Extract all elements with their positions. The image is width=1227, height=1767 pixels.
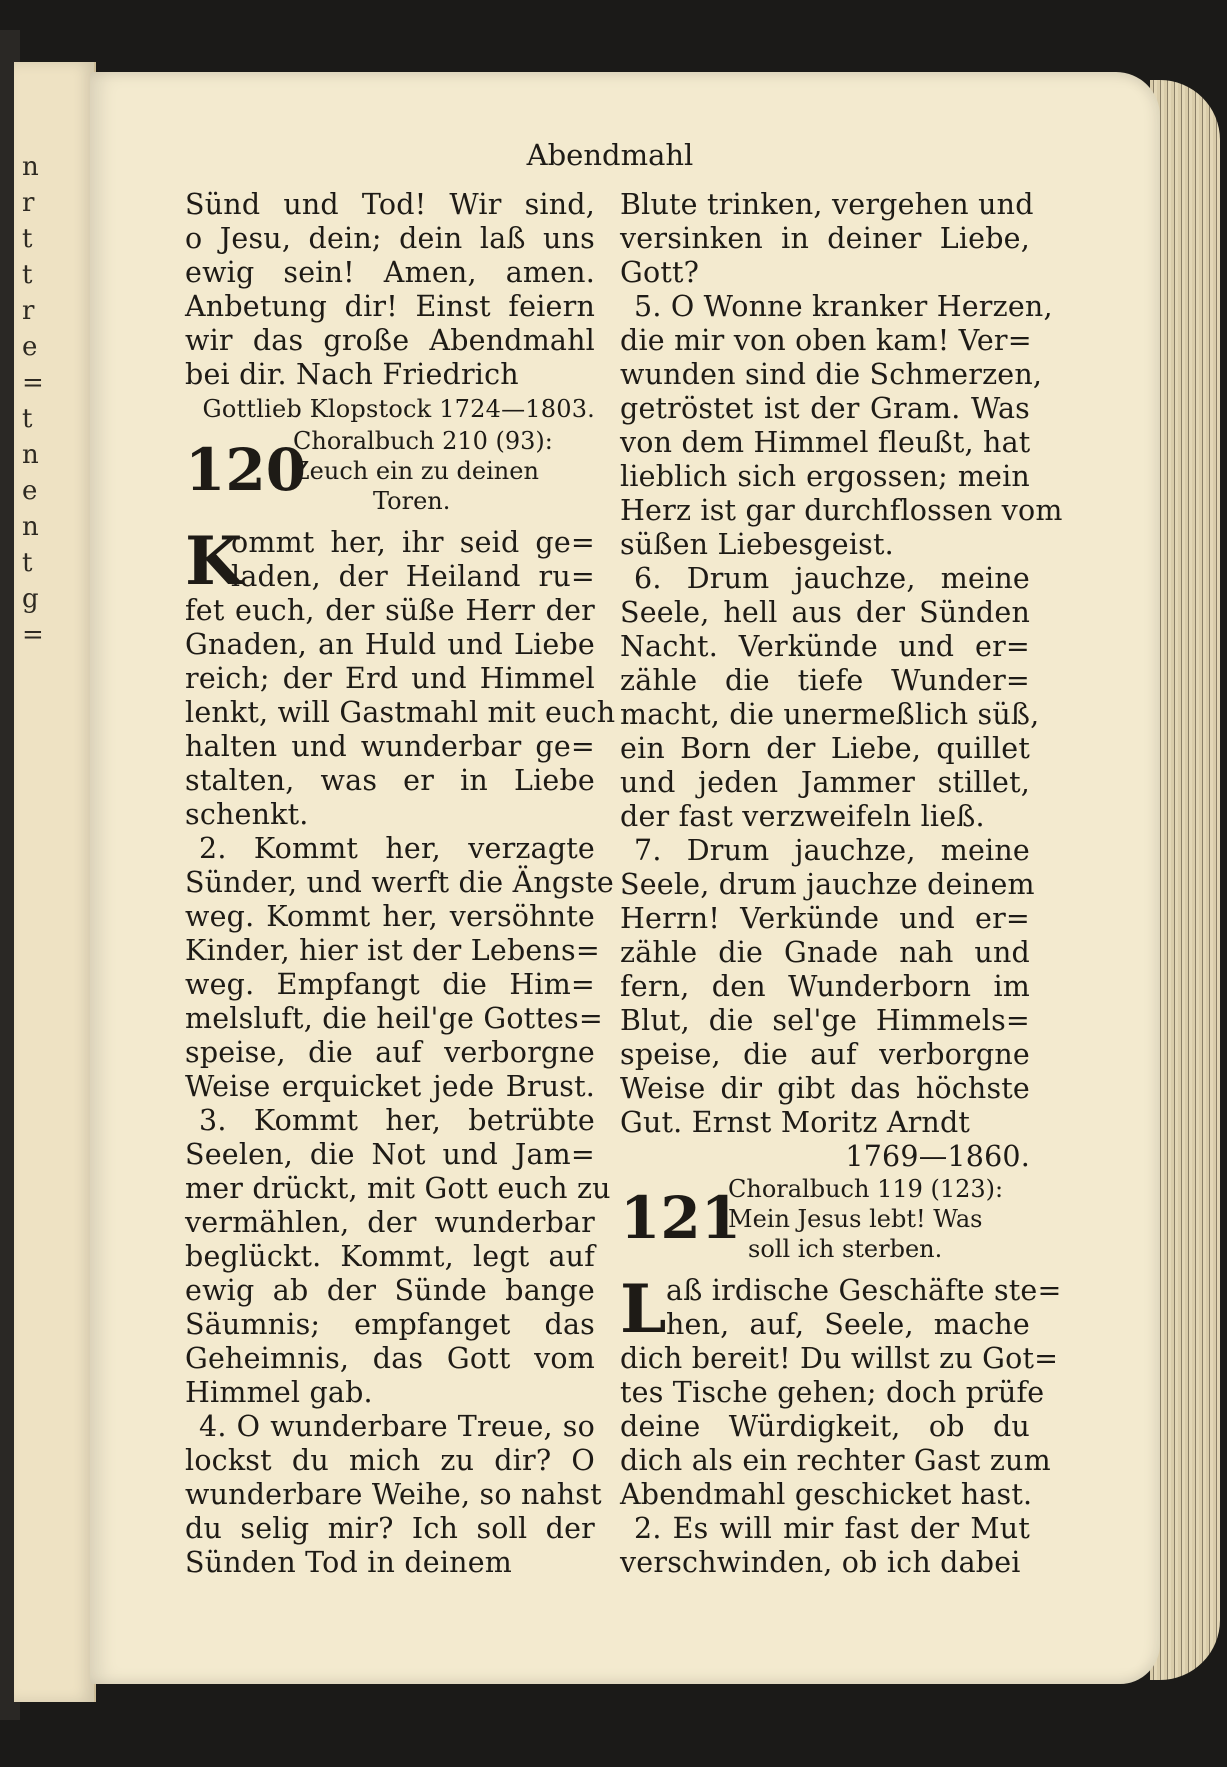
text-line: zähle die Gnade nah und: [620, 936, 1030, 969]
text-line: der fast verzweifeln ließ.: [620, 800, 985, 833]
text-line: versinken in deiner Liebe,: [620, 222, 1030, 255]
drop-capital: K: [185, 522, 243, 600]
text-line: ewig sein! Amen, amen.: [185, 256, 595, 289]
text-line: tes Tische gehen; doch prüfe: [620, 1376, 1045, 1409]
hymn-tune-info: [293, 426, 593, 516]
text-line: und jeden Jammer stillet,: [620, 766, 1030, 799]
text-line: Gnaden, an Huld und Liebe: [185, 628, 595, 661]
facing-page-letter: e: [22, 332, 38, 362]
text-line: Gut. Ernst Moritz Arndt: [620, 1106, 971, 1139]
text-line: die mir von oben kam! Ver=: [620, 324, 1032, 357]
text-line: speise, die auf verborgne: [620, 1038, 1030, 1071]
text-line: du selig mir? Ich soll der: [185, 1512, 595, 1545]
text-line: stalten, was er in Liebe: [185, 764, 595, 797]
text-line: zähle die tiefe Wunder=: [620, 664, 1030, 697]
text-line: Nacht. Verkünde und er=: [620, 630, 1030, 663]
text-line: Sünd und Tod! Wir sind,: [185, 188, 595, 221]
facing-page-letter: t: [22, 260, 33, 290]
text-line: dich bereit! Du willst zu Got=: [620, 1342, 1059, 1375]
text-line: Kinder, hier ist der Lebens=: [185, 934, 600, 967]
text-line: wunderbare Weihe, so nahst: [185, 1478, 602, 1511]
text-line: lieblich sich ergossen; mein: [620, 460, 1030, 493]
text-line: Herz ist gar durchflossen vom: [620, 494, 1063, 527]
text-line: Sünden Tod in deinem: [185, 1546, 513, 1579]
text-line: Sünder, und werft die Ängste: [185, 866, 614, 899]
hymn-tune-info: [728, 1174, 1028, 1264]
facing-page-edge: [14, 62, 96, 1702]
text-line: 6. Drum jauchze, meine: [634, 562, 1030, 595]
facing-page-letter: r: [22, 188, 35, 218]
left-column: [185, 188, 616, 1580]
text-line: 5. O Wonne kranker Herzen,: [634, 290, 1053, 323]
text-line: mer drückt, mit Gott euch zu: [185, 1172, 611, 1205]
text-line: hen, auf, Seele, mache: [666, 1308, 1030, 1341]
text-line: Geheimnis, das Gott vom: [185, 1342, 595, 1375]
hymn-text: [185, 522, 616, 1580]
text-line: verschwinden, ob ich dabei: [620, 1546, 1021, 1579]
facing-page-letter: e: [22, 476, 38, 506]
hymn-header: [620, 1174, 1030, 1274]
hymn-header: [185, 426, 595, 526]
hymn-text: [620, 1270, 1062, 1580]
facing-page-letter: =: [22, 620, 44, 650]
drop-capital: L: [620, 1270, 667, 1348]
text-line: fern, den Wunderborn im: [620, 970, 1030, 1003]
facing-page-letter: n: [22, 152, 39, 182]
facing-page-letter: =: [22, 368, 44, 398]
text-line: speise, die auf verborgne: [185, 1036, 595, 1069]
facing-page-letter: g: [22, 584, 39, 614]
text-line: Blute trinken, vergehen und: [620, 188, 1034, 221]
tune-line: soll ich sterben.: [748, 1235, 943, 1263]
text-line: Gott?: [620, 256, 700, 289]
text-line: wir das große Abendmahl: [185, 324, 595, 357]
text-line: schenkt.: [185, 798, 309, 831]
text-line: laden, der Heiland ru=: [231, 560, 595, 593]
facing-page-letter: n: [22, 440, 39, 470]
text-line: Abendmahl geschicket hast.: [620, 1478, 1033, 1511]
text-line: dich als ein rechter Gast zum: [620, 1444, 1051, 1477]
text-line: Seele, hell aus der Sünden: [620, 596, 1030, 629]
facing-page-letter: n: [22, 512, 39, 542]
tune-line: Choralbuch 210 (93):: [293, 427, 553, 455]
text-line: Seelen, die Not und Jam=: [185, 1138, 595, 1171]
text-line: Seele, drum jauchze deinem: [620, 868, 1035, 901]
facing-page-letter: t: [22, 224, 33, 254]
text-line: deine Würdigkeit, ob du: [620, 1410, 1030, 1443]
text-line: Herrn! Verkünde und er=: [620, 902, 1030, 935]
text-line: von dem Himmel fleußt, hat: [620, 426, 1031, 459]
text-line: lockst du mich zu dir? O: [185, 1444, 595, 1477]
text-line: Blut, die sel'ge Himmels=: [620, 1004, 1030, 1037]
text-line: 2. Es will mir fast der Mut: [634, 1512, 1030, 1545]
text-line: 2. Kommt her, verzagte: [199, 832, 595, 865]
text-line: ommt her, ihr seid ge=: [231, 526, 595, 559]
text-line: Weise erquicket jede Brust.: [185, 1070, 595, 1103]
text-line: halten und wunderbar ge=: [185, 730, 595, 763]
text-line: Anbetung dir! Einst feiern: [185, 290, 595, 323]
text-line: weg. Empfangt die Him=: [185, 968, 595, 1001]
hymn-number: 120: [185, 436, 307, 504]
text-line: o Jesu, dein; dein laß uns: [185, 222, 595, 255]
facing-page-letter: t: [22, 548, 33, 578]
text-line: macht, die unermeßlich süß,: [620, 698, 1040, 731]
text-line: Säumnis; empfanget das: [185, 1308, 595, 1341]
text-line: vermählen, der wunderbar: [185, 1206, 595, 1239]
text-line: süßen Liebesgeist.: [620, 528, 894, 561]
text-line: aß irdische Geschäfte ste=: [666, 1274, 1062, 1307]
text-line: 4. O wunderbare Treue, so: [199, 1410, 595, 1443]
attribution: Gottlieb Klopstock 1724—1803.: [202, 395, 595, 423]
right-column: [620, 188, 1063, 1580]
page-stack-edge: [1150, 80, 1220, 1680]
attribution: 1769—1860.: [845, 1140, 1030, 1173]
facing-page-letter: t: [22, 404, 33, 434]
tune-line: Toren.: [373, 487, 451, 515]
text-line: fet euch, der süße Herr der: [185, 594, 595, 627]
tune-line: Zeuch ein zu deinen: [293, 457, 539, 485]
text-line: weg. Kommt her, versöhnte: [185, 900, 595, 933]
text-line: ein Born der Liebe, quillet: [620, 732, 1030, 765]
text-line: beglückt. Kommt, legt auf: [185, 1240, 595, 1273]
text-line: Weise dir gibt das höchste: [620, 1072, 1030, 1105]
text-line: melsluft, die heil'ge Gottes=: [185, 1002, 603, 1035]
text-line: ewig ab der Sünde bange: [185, 1274, 595, 1307]
hymn-number: 121: [620, 1184, 742, 1252]
tune-line: Mein Jesus lebt! Was: [728, 1205, 983, 1233]
text-line: getröstet ist der Gram. Was: [620, 392, 1030, 425]
text-line: 7. Drum jauchze, meine: [634, 834, 1030, 867]
text-line: lenkt, will Gastmahl mit euch: [185, 696, 616, 729]
text-line: 3. Kommt her, betrübte: [199, 1104, 595, 1137]
text-line: Himmel gab.: [185, 1376, 373, 1409]
text-line: wunden sind die Schmerzen,: [620, 358, 1043, 391]
running-head: Abendmahl: [526, 138, 694, 172]
tune-line: Choralbuch 119 (123):: [728, 1175, 1004, 1203]
facing-page-letter: r: [22, 296, 35, 326]
text-line: bei dir. Nach Friedrich: [185, 358, 519, 391]
text-line: reich; der Erd und Himmel: [185, 662, 595, 695]
